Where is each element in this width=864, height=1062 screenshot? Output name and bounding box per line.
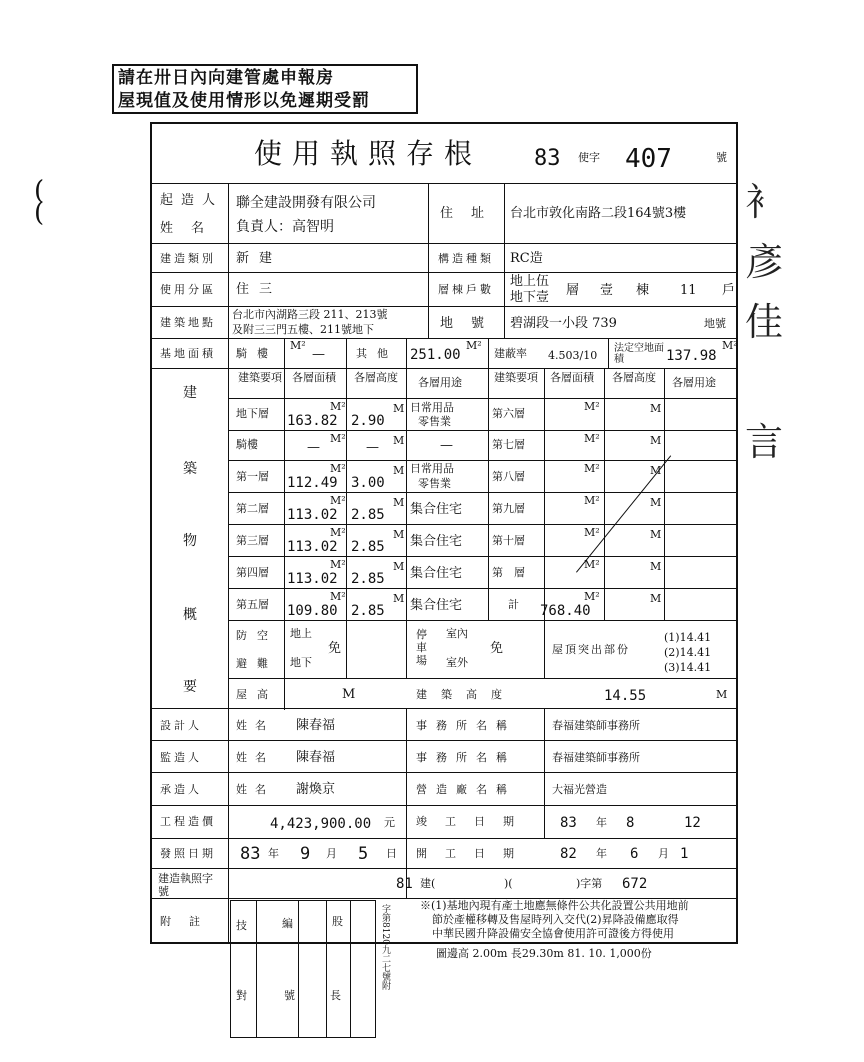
floors-unit: 層 [566,283,580,298]
stamp-line-1: 請在卅日內向建管處申報房 [118,68,334,88]
col-line [228,183,229,943]
applicant-owner: 負責人：高智明 [236,219,334,235]
contractor-firm-label: 營造廠名稱 [416,783,516,796]
grid-line [228,398,738,399]
col-line [406,338,407,678]
roof-label: 屋頂突出部份 [552,643,630,656]
overview-side-3: 物 [183,533,197,549]
address-label: 住址 [440,206,503,221]
permit-ref-prefix: 建( [420,877,436,890]
col-line [406,708,407,898]
sig-col-num: 號 [284,989,295,1002]
unit-count: 11 [680,283,697,298]
row-line [150,740,738,741]
floors-label: 層棟戶數 [438,283,494,296]
permit-ref-year: 81 [396,876,413,892]
hdr-item-right: 建築要項 [494,371,538,384]
contractor-firm: 大福光營造 [552,783,607,796]
print-footer: 圖邊高 2.00m 長29.30m 81. 10. 1,000份 [436,947,652,960]
open-space-label: 法定空地面積 [614,343,664,365]
signature-col-line [326,900,327,1038]
shelter-label-1: 防空 [236,629,278,642]
floor-label-right: 第六層 [492,407,525,420]
row-line [150,272,738,273]
floor-use: 集合住宅 [410,566,463,581]
floor-height: 2.85 [351,507,385,523]
roof-value-1: (1)14.41 [664,631,712,644]
month-unit: 月 [326,847,337,860]
month-unit: 月 [658,847,669,860]
floor-label-right: 第七層 [492,438,525,451]
roof-value-2: (2)14.41 [664,646,712,659]
floor-label: 地下層 [236,407,269,420]
m2-unit: M² [330,400,346,413]
site-address-2: 及附三三門五樓、211號地下 [232,323,374,336]
hdr-area-right: 各層面積 [550,371,594,384]
building-unit: 棟 [636,283,650,298]
floor-use: 集合住宅 [410,598,463,613]
signature-box [230,900,376,1038]
parking-label: 停車場 [416,628,427,667]
applicant-name-label: 姓名 [160,221,223,236]
m2-unit: M² [290,339,306,352]
year-unit: 年 [596,847,607,860]
construction-cost: 4,423,900.00 [270,816,372,832]
start-day: 1 [680,846,689,862]
col-line [488,338,489,620]
grid-line [228,460,738,461]
floor-height: 2.85 [351,571,385,587]
sig-col-unit: 股 [332,915,343,928]
issue-day: 5 [358,844,369,864]
signature-col-line [350,900,351,1038]
floor-label-right: 第九層 [492,502,525,515]
floor-label: 第四層 [236,566,269,579]
col-line [284,338,285,710]
total-area: 768.40 [540,603,591,619]
start-month: 6 [630,846,639,862]
m2-unit: M² [584,558,600,571]
sig-col-tech: 技 [236,919,247,932]
parking-outdoor: 室外 [446,656,468,669]
contractor-name-label: 姓名 [236,783,274,796]
col-line [544,708,545,838]
issue-year: 83 [240,844,261,864]
building-category: 新建 [236,251,283,266]
eaves-value: M [342,687,356,702]
hdr-item: 建築要項 [238,371,282,384]
grid-line [228,620,738,621]
m2-unit: M² [584,590,600,603]
designer-name: 陳春福 [296,718,336,733]
floor-height: 2.85 [351,603,385,619]
sig-col-edit: 編 [282,917,293,930]
cost-unit: 元 [384,816,395,829]
floor-height: — [366,440,379,455]
supervisor-name-label: 姓名 [236,751,274,764]
permit-ref-number: 672 [622,876,648,892]
m-unit: M [716,688,728,701]
shelter-above: 地上 [290,627,312,640]
other-area-label: 其他 [356,347,398,360]
row-line [150,183,738,184]
m-unit: M [393,528,405,541]
designer-firm: 春福建築師事務所 [552,719,640,732]
col-line [428,183,429,338]
signature-col-line [298,900,299,1038]
floor-label-right: 第 層 [492,566,525,579]
supervisor-firm-label: 事務所名稱 [416,751,516,764]
m2-unit: M² [330,558,346,571]
building-height: 14.55 [604,688,647,704]
start-year: 82 [560,846,577,862]
m-unit: M [393,592,405,605]
row-line [150,338,738,339]
remarks-label: 附註 [160,915,218,928]
applicant-label: 起造人 [160,193,224,208]
margin-mark: ( ( [34,176,45,228]
completion-month: 8 [626,815,635,831]
m-unit: M [650,496,662,509]
cost-label: 工程造價 [160,815,216,828]
contractor-name: 謝煥京 [296,782,336,797]
bleed-through-marks: 衤 彥 佳 言 [745,180,784,464]
row-line [150,805,738,806]
floor-area: 163.82 [287,413,338,429]
grid-line [228,678,738,679]
floor-label: 騎樓 [236,438,258,451]
site-address-1: 台北市內湖路三段 211、213號 [232,308,388,321]
shelter-value: 免 [328,641,342,656]
row-line [150,243,738,244]
col-line [664,368,665,620]
hdr-use-right: 各層用途 [672,376,716,389]
floor-area: 112.49 [287,475,338,491]
building-structure: RC造 [510,251,543,266]
permit-word-mark: 使字 [578,151,600,164]
row-line [150,868,738,869]
grid-line [228,524,738,525]
m2-unit: M² [330,526,346,539]
m-unit: M [393,434,405,447]
m2-unit: M² [330,432,346,445]
row-line [150,772,738,773]
permit-hao: 號 [716,151,727,164]
overview-side-5: 要 [183,679,197,695]
total-label: 計 [508,598,519,611]
overview-side-1: 建 [183,385,197,401]
floor-use: 集合住宅 [410,502,463,517]
permit-ref-suffix: )字第 [576,877,603,890]
grid-line [228,556,738,557]
m2-unit: M² [584,526,600,539]
grid-line [228,588,738,589]
m-unit: M [650,528,662,541]
designer-firm-label: 事務所名稱 [416,719,516,732]
sig-col-chief: 長 [330,989,341,1002]
permit-number: 407 [625,144,672,174]
supervisor-firm: 春福建築師事務所 [552,751,640,764]
year-unit: 年 [596,816,607,829]
row-line [150,368,738,369]
m2-unit: M² [584,400,600,413]
structure-label: 構造種類 [438,252,494,265]
issue-date-label: 發照日期 [160,847,216,860]
year-unit: 年 [268,847,279,860]
shelter-label-2: 避難 [236,657,278,670]
designer-label: 設計人 [160,719,202,732]
hdr-use: 各層用途 [418,376,462,389]
m-unit: M [393,402,405,415]
m-unit: M [650,592,662,605]
floor-area: 113.02 [287,571,338,587]
permit-ref-label: 建造執照字號 [158,872,213,898]
floor-use: 日常用品 [410,462,454,475]
lot-label: 地號 [440,316,503,331]
col-line [504,183,505,338]
hdr-height-right: 各層高度 [612,371,656,384]
open-space-area: 137.98 [666,348,717,364]
floor-area: 113.02 [287,539,338,555]
completion-day: 12 [684,815,701,831]
floor-label: 第一層 [236,470,269,483]
permit-ref-mid: )( [504,877,513,890]
completion-label: 竣工日期 [416,815,532,828]
building-height-label: 建築高度 [416,688,516,701]
parking-value: 免 [490,641,504,656]
m2-unit: M² [330,494,346,507]
registration-notice-stamp [112,64,418,114]
unit-count-label: 戶 [722,283,736,298]
sig-col-check: 對 [236,989,247,1002]
col-line [608,338,609,368]
start-date-label: 開工日期 [416,847,532,860]
stamp-line-2: 屋現值及使用情形以免遲期受罰 [118,91,370,111]
m2-unit: M² [466,339,482,352]
remark-note-3: 中華民國升降設備安全協會使用許可證後方得使用 [432,927,674,940]
zoning: 住三 [236,282,283,297]
issue-month: 9 [300,844,311,864]
m-unit: M [650,464,662,477]
m-unit: M [650,402,662,415]
remark-note-1: ※(1)基地內現有產土地應無條件公共化設置公共用地前 [420,899,689,912]
col-line [544,368,545,678]
floor-area: 109.80 [287,603,338,619]
applicant-address: 台北市敦化南路二段164號3樓 [510,206,687,221]
contractor-label: 承造人 [160,783,202,796]
site-label: 建築地點 [160,316,216,329]
m-unit: M [393,496,405,509]
building-count: 壹 [600,283,614,298]
floor-label: 第五層 [236,598,269,611]
m2-unit: M² [584,432,600,445]
eaves-label: 屋高 [236,688,278,701]
supervisor-name: 陳春福 [296,750,336,765]
floor-use: 日常用品 [410,401,454,414]
lot-number: 碧湖段一小段 739 [510,316,617,331]
m-unit: M [650,560,662,573]
row-line [150,306,738,307]
overview-side-2: 築 [183,461,197,477]
completion-year: 83 [560,815,577,831]
floors-below: 地下壹 [510,290,550,305]
supervisor-label: 監造人 [160,751,202,764]
remark-note-2: 節於產權移轉及售屋時列入交代(2)昇降設備應取得 [432,913,679,926]
floor-height: 2.85 [351,539,385,555]
col-line [604,368,605,620]
arcade-area: — [312,347,325,362]
floor-label-right: 第八層 [492,470,525,483]
remarks-stamp-text: 字第8120九二七號附 [380,904,390,990]
row-line [150,708,738,709]
row-line [150,838,738,839]
m2-unit: M² [584,462,600,475]
floors-above: 地上伍 [510,274,550,289]
coverage-label: 建蔽率 [494,347,527,360]
col-line [346,338,347,678]
shelter-below: 地下 [290,656,312,669]
floor-label: 第二層 [236,502,269,515]
form-title: 使用執照存根 [254,137,483,170]
parking-indoor: 室內 [446,627,468,640]
signature-col-line [256,900,257,1038]
floor-height: 2.90 [351,413,385,429]
lot-suffix: 地號 [704,317,726,330]
category-label: 建造類別 [160,252,216,265]
floor-use-2: 零售業 [418,477,451,490]
coverage-ratio: 4.503/10 [548,349,598,362]
hdr-height: 各層高度 [354,371,398,384]
zone-label: 使用分區 [160,283,216,296]
m-unit: M [393,560,405,573]
floor-use: 集合住宅 [410,534,463,549]
floor-label: 第三層 [236,534,269,547]
m2-unit: M² [330,462,346,475]
grid-line [228,492,738,493]
permit-year: 83 [534,146,561,171]
designer-name-label: 姓名 [236,719,274,732]
m2-unit: M² [722,339,738,352]
m-unit: M [393,464,405,477]
day-unit: 日 [386,847,397,860]
m2-unit: M² [584,494,600,507]
floor-area: — [307,440,320,455]
other-area: 251.00 [410,347,461,363]
floor-use-2: 零售業 [418,415,451,428]
floor-area: 113.02 [287,507,338,523]
arcade-area-label: 騎樓 [236,347,278,360]
floor-height: 3.00 [351,475,385,491]
hdr-area: 各層面積 [292,371,336,384]
area-label: 基地面積 [160,347,216,360]
grid-line [228,430,738,431]
floor-use: — [440,438,453,453]
floor-label-right: 第十層 [492,534,525,547]
m-unit: M [650,434,662,447]
m2-unit: M² [330,590,346,603]
overview-side-4: 概 [183,607,197,623]
roof-value-3: (3)14.41 [664,661,712,674]
applicant-company: 聯全建設開發有限公司 [236,195,376,211]
